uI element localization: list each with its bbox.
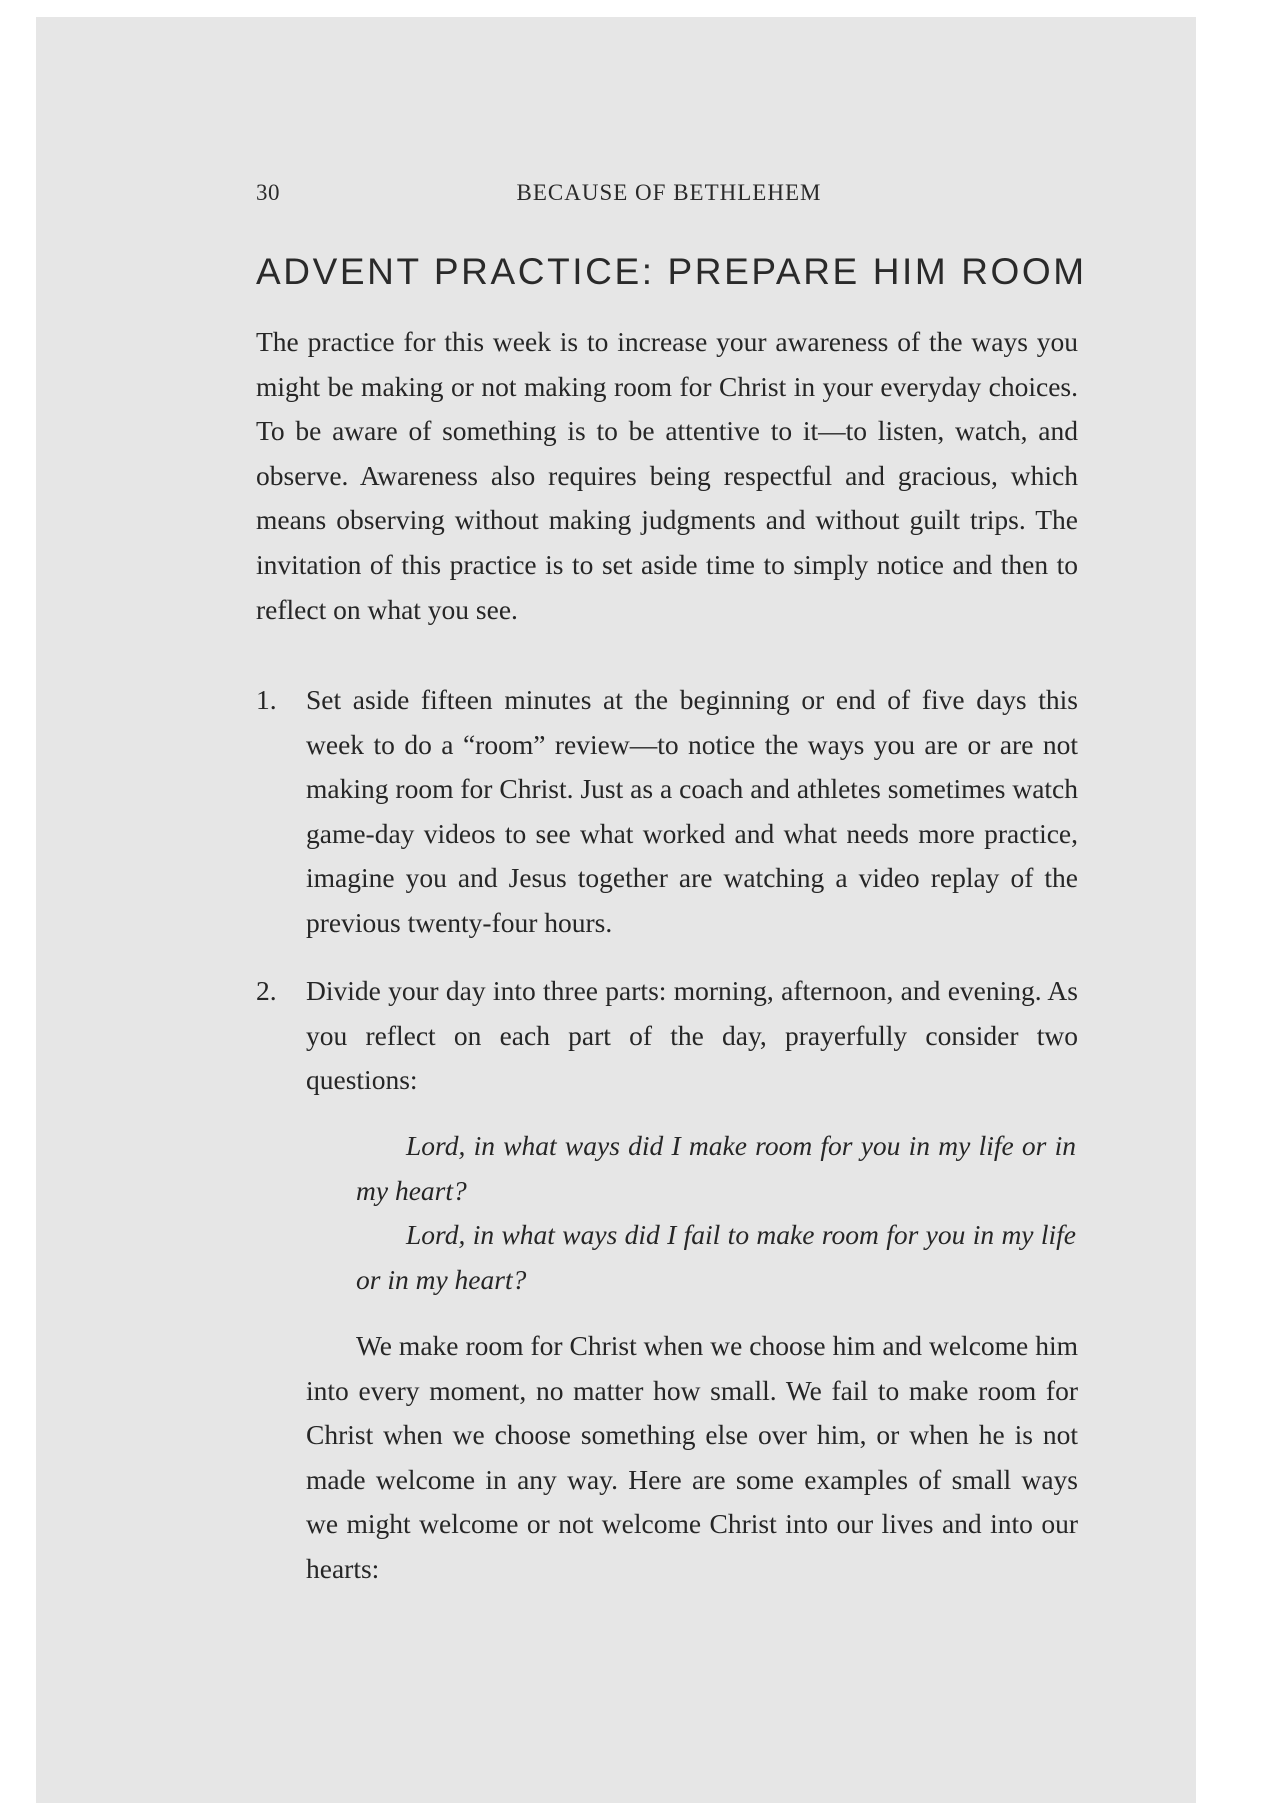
intro-paragraph: The practice for this week is to increase your awareness of the ways you might be making or not making room for Christ in your everyday choices. To be aware of something is to be attentive to it—to listen, watch, and observe. Awareness also requires being respectful and gracious, which means observing without making judgments and without guilt trips. The invitation of this practice is to set aside time to simply notice and then to reflect on what you see. — [256, 326, 1078, 625]
book-title: BECAUSE OF BETHLEHEM — [516, 180, 822, 205]
list-item-number: 1. — [256, 684, 277, 715]
prayer-question: Lord, in what ways did I make room for you in my life or in my heart? — [356, 1130, 1076, 1206]
prayer-questions — [356, 1124, 1076, 1302]
list-item-number: 2. — [256, 975, 277, 1006]
list-item — [256, 678, 1078, 946]
followup-paragraph: We make room for Christ when we choose him and welcome him into every moment, no matter how small. We fail to make room for Christ when we choose something else over him, or when he is not made welcome in any way. Here are some examples of small ways we might welcome or not welcome Christ into our lives and into our hearts: — [306, 1330, 1078, 1584]
prayer-question: Lord, in what ways did I fail to make room for you in my life or in my heart? — [356, 1219, 1076, 1295]
book-page — [36, 17, 1196, 1803]
section-heading: ADVENT PRACTICE: PREPARE HIM ROOM — [256, 251, 1087, 292]
page-number: 30 — [256, 180, 280, 205]
list-item-text: Divide your day into three parts: morning, afternoon, and evening. As you reflect on each part of the day, prayerfully consider two questions: — [306, 975, 1078, 1096]
list-item — [256, 969, 1078, 1103]
list-item-text: Set aside fifteen minutes at the beginning or end of five days this week to do a “room” review—to notice the ways you are or are not making room for Christ. Just as a coach and athletes sometimes watch game-day videos to see what worked and what needs more practice, imagine you and Jesus together are watching a video replay of the previous twenty-four hours. — [306, 684, 1078, 938]
running-head — [256, 180, 1082, 214]
